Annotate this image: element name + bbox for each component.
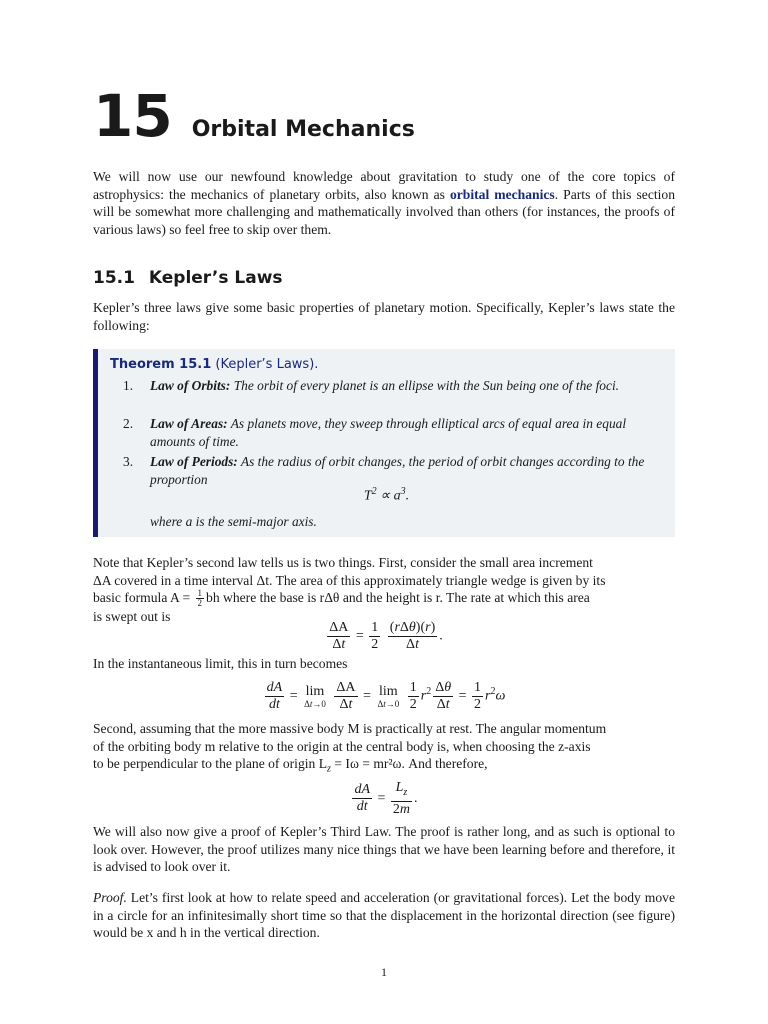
text-line: of the orbiting body m relative to the origin at the central body is, when choosing the z-axis — [93, 738, 591, 754]
intro-paragraph — [93, 168, 675, 238]
text-line: Note that Kepler’s second law tells us is two things. First, consider the small area increment — [93, 555, 593, 570]
intro-text-after: . Parts of this section will be somewhat more challenging and mathematically involved than others (for instances, the proofs of various laws) so feel free to skip over them. — [93, 186, 676, 237]
item-text: As the radius of orbit changes, the period of orbit changes according to the proportion — [150, 454, 645, 487]
proof-text: Let’s first look at how to relate speed and acceleration (or gravitational forces). Let the body move in a circle for an infinitesimally short time so that the displacement in the horizontal direction (see figure) would be x and h in the vertical direction. — [93, 890, 675, 940]
section-title: Kepler’s Laws — [148, 268, 283, 288]
equation-area-rate: $\frac{\Delta A}{\Delta t}$ = $\frac{1}{2}$ $\frac{\text{(rΔθ)(r)}}{\Delta t}$ . — [329, 620, 443, 652]
item-title: Law of Periods: — [150, 454, 238, 469]
chapter-number: 15 — [93, 82, 172, 150]
item-text: The orbit of every planet is an ellipse with the Sun being one of the foci. — [233, 378, 620, 393]
theorem-where: where a is the semi-major axis. — [150, 514, 317, 529]
intro-text: We will now use our newfound knowledge about gravitation to study one of the core topics of astrophysics: the mechanics of planetary orbits, also known as — [93, 169, 675, 202]
theorem-box — [93, 349, 675, 537]
item-title: Law of Orbits: — [150, 378, 231, 393]
angular-momentum-paragraph — [93, 720, 675, 778]
third-law-paragraph: We will also now give a proof of Kepler’s Third Law. The proof is rather long, and as such is optional to look over. However, the proof utilizes many nice things that we have been learning before and therefore, it is advised to look over it. — [93, 824, 675, 874]
theorem-item-2 — [123, 415, 668, 451]
theorem-item-3 — [123, 453, 668, 489]
page-number: 1 — [381, 965, 387, 979]
equation-area-limit: $\frac{dA}{dt}$ = lim Δt→0 $\frac{\Delta A}{\Delta t}$ = lim Δt→0 $\frac{1}{2}$ $r^2$ $\frac{\Delta\theta}{\Delta t}$ = $\frac{1}{2}$ $r^2\omega$ — [266, 680, 506, 712]
section-heading — [93, 268, 283, 288]
second-law-paragraph — [93, 554, 675, 626]
theorem-name: (Kepler’s Laws). — [215, 357, 319, 372]
instantaneous-text: In the instantaneous limit, this in turn becomes — [93, 656, 348, 671]
chapter-title: Orbital Mechanics — [191, 117, 415, 142]
text-line: to be perpendicular to the plane of origin $L_z = I\omega = mr^2\omega$. And therefore, — [93, 756, 488, 775]
kepler-third-law-formula: $T^2 \propto a^3$. — [363, 486, 410, 504]
keyword-orbital-mechanics: orbital mechanics — [449, 186, 555, 202]
equation-area-momentum: $\frac{dA}{dt}$ = $\frac{L_z}{2m}$ . — [354, 780, 418, 817]
text-line: ΔA covered in a time interval Δt. The area of this approximately triangle wedge is given by its — [93, 572, 606, 588]
item-number: 1. — [123, 378, 134, 393]
section-intro: Kepler’s three laws give some basic properties of planetary motion. Specifically, Kepler’s laws state the following: — [93, 300, 675, 333]
theorem-heading — [110, 357, 318, 372]
item-title: Law of Areas: — [150, 416, 228, 431]
text-line — [93, 589, 675, 608]
chapter-heading — [93, 82, 415, 150]
proof-paragraph — [93, 889, 675, 942]
item-text: As planets move, they sweep through elliptical arcs of equal area in equal amounts of time. — [150, 416, 627, 449]
item-number: 2. — [123, 416, 134, 431]
proof-label: Proof. — [93, 890, 127, 905]
text-fragment: bh where the base is rΔθ and the height is r. The rate at which this area — [206, 590, 590, 605]
text-fragment: to be perpendicular to the plane of origin L — [93, 756, 328, 771]
half-fraction: $\frac{1}{2}$ — [197, 588, 203, 609]
text-line: Second, assuming that the more massive body M is practically at rest. The angular momentum — [93, 721, 607, 736]
text-line: is swept out is — [93, 609, 171, 625]
theorem-label: Theorem 15.1 — [110, 357, 212, 372]
text-fragment: = Iω = mr²ω. And therefore, — [330, 756, 488, 771]
section-number: 15.1 — [93, 268, 135, 288]
item-number: 3. — [123, 454, 134, 469]
text-fragment: basic formula A = — [93, 590, 194, 605]
theorem-item-1 — [123, 377, 668, 395]
